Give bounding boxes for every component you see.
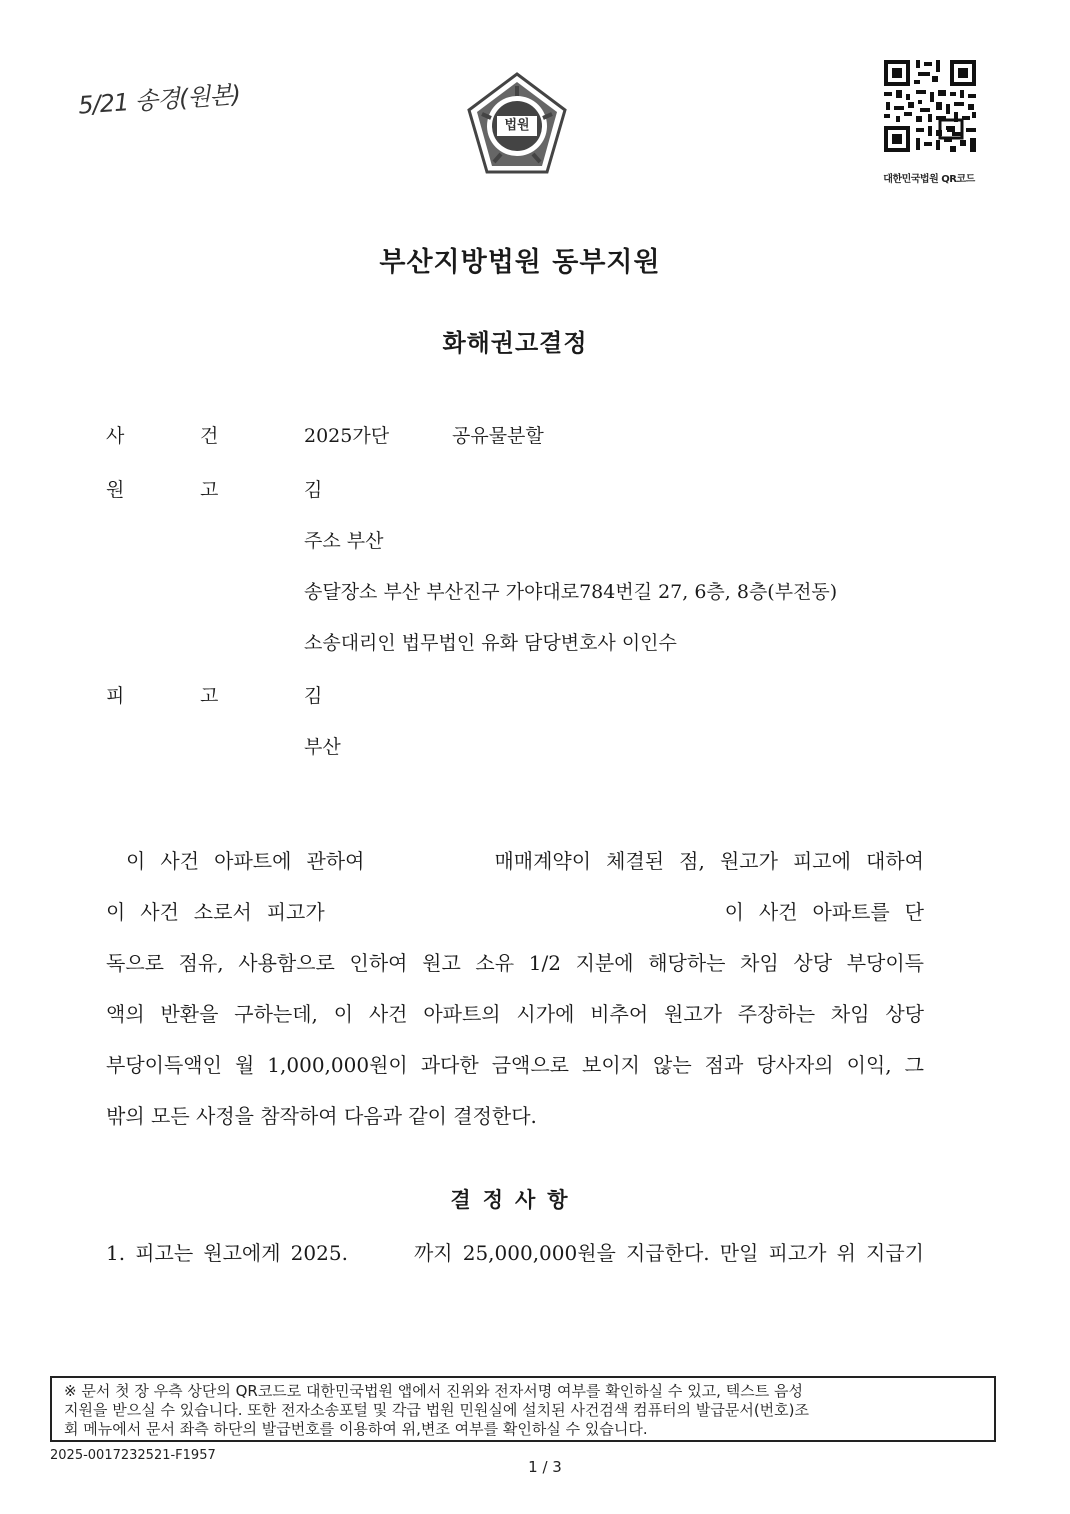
plaintiff-attorney: 소송대리인 법무법인 유화 담당변호사 이인수	[304, 632, 677, 654]
plaintiff-delivery-address: 송달장소 부산 부산진구 가야대로784번길 27, 6층, 8층(부전동)	[304, 581, 838, 603]
defendant-address: 부산	[304, 736, 341, 758]
notice-line-3: 회 메뉴에서 문서 좌측 하단의 발급번호를 이용하여 위,변조 여부를 확인하실 수 있습니다.	[64, 1420, 648, 1438]
body-line-5: 부당이득액인 월 1,000,000원이 과다한 금액으로 보이지 않는 점과 당사자의 이익, 그	[106, 1053, 924, 1077]
plaintiff-name: 김	[304, 479, 323, 501]
section-title: 결정사항	[450, 1188, 580, 1212]
verification-notice	[50, 1376, 996, 1442]
qr-code-graphic	[874, 50, 986, 162]
defendant-label-b: 고	[200, 685, 219, 707]
case-number: 2025가단	[304, 425, 390, 447]
plaintiff-label-b: 고	[200, 479, 219, 501]
notice-line-2: 지원을 받으실 수 있습니다. 또한 전자소송포털 및 각급 법원 민원실에 설치된 사건검색 컴퓨터의 발급문서(번호)조	[64, 1401, 810, 1419]
body-line-2	[106, 887, 924, 938]
handwritten-note: 5/21 송경(원본)	[77, 80, 241, 120]
body-line-4: 액의 반환을 구하는데, 이 사건 아파트의 시가에 비추어 원고가 주장하는 차임 상당	[106, 1002, 924, 1026]
defendant-name: 김	[304, 685, 323, 707]
decision-body	[106, 836, 924, 1142]
document-title: 화해권고결정	[442, 329, 588, 357]
plaintiff-address: 주소 부산	[304, 530, 384, 552]
emblem-text: 법원	[504, 118, 530, 133]
defendant-label-a: 피	[106, 685, 125, 707]
case-label-a: 사	[106, 425, 125, 447]
body-line-6: 밖의 모든 사정을 참작하여 다음과 같이 결정한다.	[106, 1104, 537, 1128]
decision-item-1	[106, 1238, 924, 1268]
qr-label: 대한민국법원 QR코드	[883, 174, 975, 185]
issuance-number: 2025-0017232521-F1957	[50, 1448, 216, 1463]
item-1-part-b: 까지 25,000,000원을 지급한다. 만일 피고가 위 지급기	[413, 1241, 924, 1265]
body-line-2-part-a: 이 사건 소로서 피고가	[106, 900, 325, 924]
case-label-b: 건	[200, 425, 219, 447]
body-line-1	[106, 836, 924, 887]
plaintiff-label-a: 원	[106, 479, 125, 501]
item-1-part-a: 1. 피고는 원고에게 2025.	[106, 1241, 348, 1265]
qr-block	[870, 50, 988, 185]
body-line-1-part-a: 이 사건 아파트에 관하여	[126, 849, 365, 873]
body-line-2-part-b: 이 사건 아파트를 단	[724, 900, 924, 924]
page-number: 1 / 3	[528, 1458, 562, 1476]
qr-code-icon	[874, 50, 986, 162]
notice-line-1: ※ 문서 첫 장 우측 상단의 QR코드로 대한민국법원 앱에서 진위와 전자서명 여부를 확인하실 수 있고, 텍스트 음성	[64, 1382, 803, 1400]
court-name: 부산지방법원 동부지원	[379, 247, 661, 278]
case-name: 공유물분할	[452, 425, 544, 447]
court-emblem-icon	[466, 72, 568, 180]
body-line-1-part-b: 매매계약이 체결된 점, 원고가 피고에 대하여	[494, 849, 924, 873]
body-line-3: 독으로 점유, 사용함으로 인하여 원고 소유 1/2 지분에 해당하는 차임 상당 부당이득	[106, 951, 924, 975]
